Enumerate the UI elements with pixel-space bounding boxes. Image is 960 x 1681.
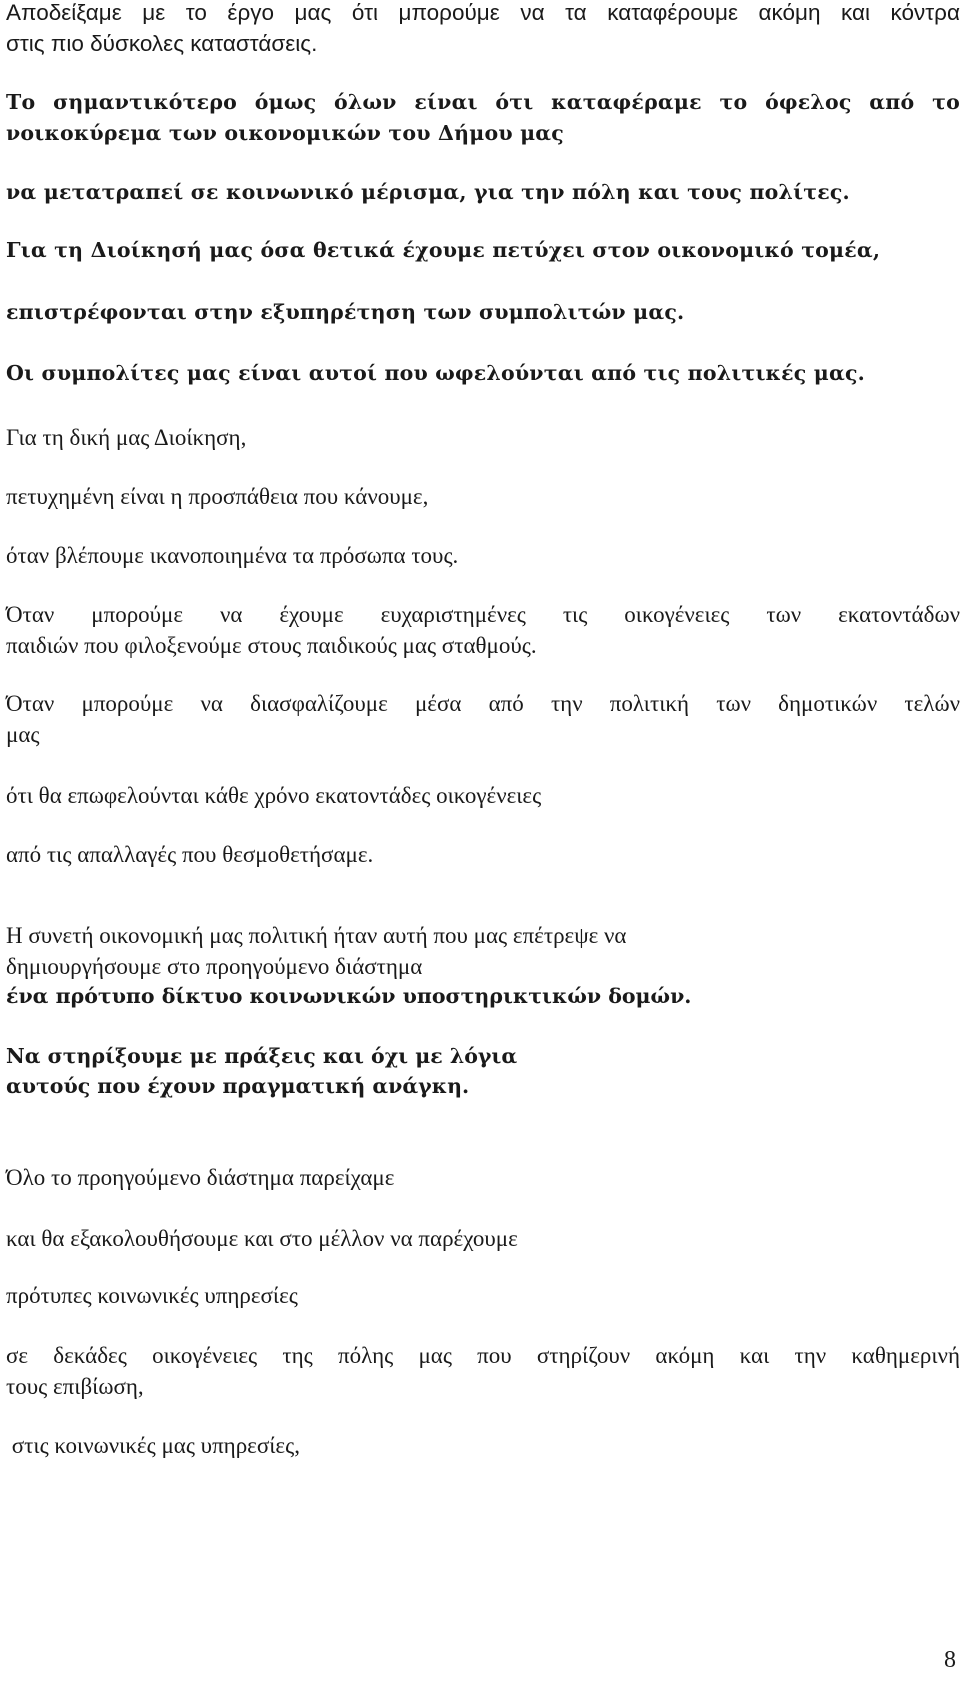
text-line: Η συνετή οικονομική μας πολιτική ήταν αυτή που μας επέτρεψε να — [6, 923, 627, 948]
text-line: Για τη Διοίκησή μας όσα θετικά έχουμε πετύχει στον οικονομικό τομέα, — [6, 238, 881, 262]
page-number: 8 — [944, 1647, 956, 1673]
text-line: Το σημαντικότερο όμως όλων είναι ότι καταφέραμε το όφελος από το — [6, 90, 960, 114]
text-line: Για τη δική μας Διοίκηση, — [6, 425, 247, 450]
text-line: όταν βλέπουμε ικανοποιημένα τα πρόσωπα τους. — [6, 543, 459, 568]
text-line: στις κοινωνικές μας υπηρεσίες, — [6, 1433, 300, 1458]
text-line: μας — [6, 722, 40, 747]
text-line: ένα πρότυπο δίκτυο κοινωνικών υποστηρικτικών δομών. — [6, 984, 692, 1008]
text-line: πετυχημένη είναι η προσπάθεια που κάνουμε, — [6, 484, 429, 509]
text-line: από τις απαλλαγές που θεσμοθετήσαμε. — [6, 842, 374, 867]
text-line: σε δεκάδες οικογένειες της πόλης μας που στηρίζουν ακόμη και την καθημερινή — [6, 1343, 960, 1368]
text-line: παιδιών που φιλοξενούμε στους παιδικούς μας σταθμούς. — [6, 633, 537, 658]
text-line: να μετατραπεί σε κοινωνικό μέρισμα, για την πόλη και τους πολίτες. — [6, 180, 850, 204]
text-line: Να στηρίξουμε με πράξεις και όχι με λόγια — [6, 1044, 518, 1068]
text-line: ότι θα επωφελούνται κάθε χρόνο εκατοντάδες οικογένειες — [6, 783, 542, 808]
text-line: τους επιβίωση, — [6, 1374, 144, 1399]
text-line: πρότυπες κοινωνικές υπηρεσίες — [6, 1283, 298, 1308]
text-line: επιστρέφονται στην εξυπηρέτηση των συμπολιτών μας. — [6, 300, 685, 324]
text-line: στις πιο δύσκολες καταστάσεις. — [6, 31, 318, 56]
text-line: αυτούς που έχουν πραγματική ανάγκη. — [6, 1074, 470, 1098]
text-line: Αποδείξαμε με το έργο μας ότι μπορούμε να τα καταφέρουμε ακόμη και κόντρα — [6, 0, 960, 25]
text-line: Οι συμπολίτες μας είναι αυτοί που ωφελούνται από τις πολιτικές μας. — [6, 361, 866, 385]
text-line: νοικοκύρεμα των οικονομικών του Δήμου μας — [6, 121, 564, 145]
text-line: Όταν μπορούμε να έχουμε ευχαριστημένες τις οικογένειες των εκατοντάδων — [6, 602, 960, 627]
text-line: δημιουργήσουμε στο προηγούμενο διάστημα — [6, 954, 423, 979]
text-line: και θα εξακολουθήσουμε και στο μέλλον να παρέχουμε — [6, 1226, 518, 1251]
text-line: Όταν μπορούμε να διασφαλίζουμε μέσα από την πολιτική των δημοτικών τελών — [6, 691, 960, 716]
text-line: Όλο το προηγούμενο διάστημα παρείχαμε — [6, 1165, 395, 1190]
